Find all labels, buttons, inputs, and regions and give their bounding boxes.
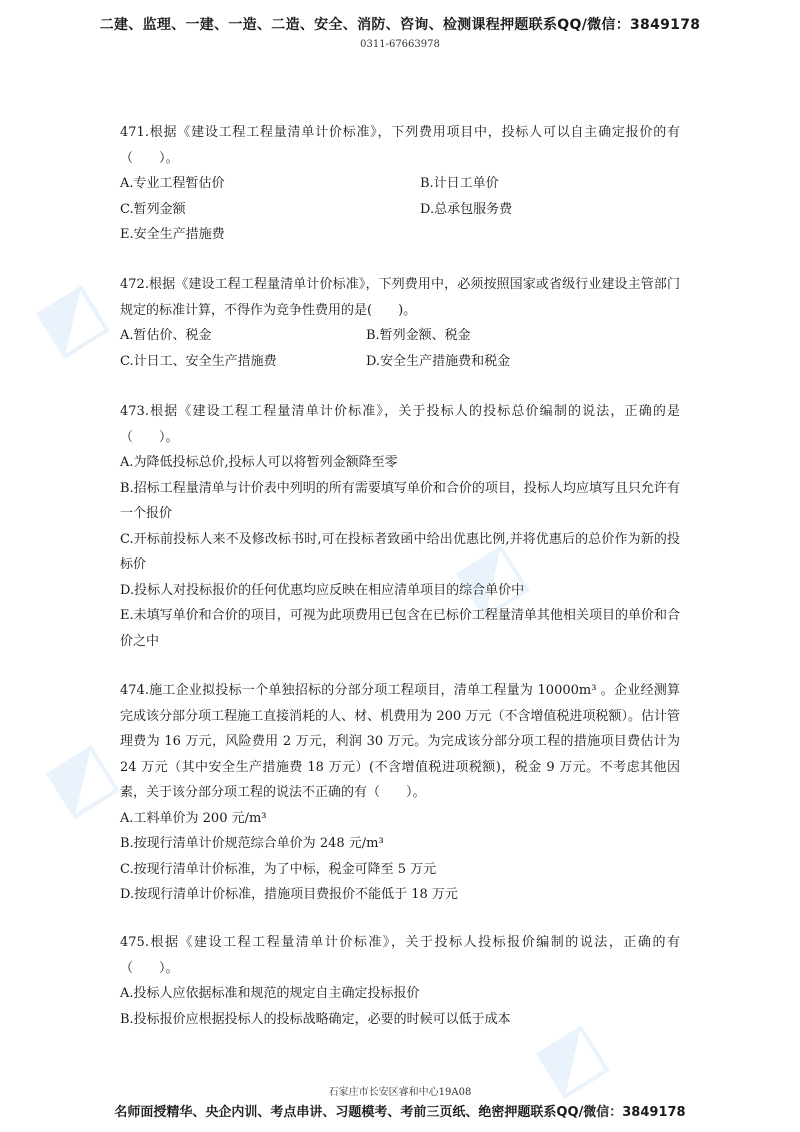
watermark-logo: ◩ — [440, 524, 540, 630]
option-e: E.未填写单价和合价的项目，可视为此项费用已包含在已标价工程量清单其他相关项目的单价和合价之中 — [120, 608, 680, 649]
option-e: E.安全生产措施费 — [120, 227, 225, 242]
option-c: C.开标前投标人来不及修改标书时,可在投标者致函中给出优惠比例,并将优惠后的总价作为新的投标价 — [120, 531, 680, 572]
option-d: D.投标人对投标报价的任何优惠均应反映在相应清单项目的综合单价中 — [120, 582, 525, 598]
option-c: C.按现行清单计价标准，为了中标，税金可降至 5 万元 — [120, 861, 437, 877]
question-stem: 471.根据《建设工程工程量清单计价标准》，下列费用项目中，投标人可以自主确定报价的有（ ）。 — [120, 125, 680, 166]
header-contact: 二建、监理、一建、一造、二造、安全、消防、咨询、检测课程押题联系QQ/微信：3849178 — [99, 17, 701, 33]
footer-address: 石家庄市长安区睿和中心19A08 — [328, 1087, 472, 1098]
option-a: A.投标人应依据标准和规范的规定自主确定投标报价 — [120, 986, 420, 1001]
question-stem: 473.根据《建设工程工程量清单计价标准》，关于投标人的投标总价编制的说法，正确的是（ ）。 — [120, 404, 680, 445]
watermark-logo: ◩ — [30, 724, 130, 830]
header-phone: 0311-67663978 — [360, 39, 440, 50]
question-473 — [120, 399, 680, 654]
option-b: B.计日工单价 — [420, 176, 499, 191]
option-d: D.总承包服务费 — [420, 201, 513, 217]
option-a: A.暂估价、税金 — [120, 328, 212, 343]
option-b: B.投标报价应根据投标人的投标战略确定，必要的时候可以低于成本 — [120, 1011, 511, 1027]
option-c: C.暂列金额 — [120, 201, 186, 217]
option-a: A.专业工程暂估价 — [120, 176, 225, 191]
option-d: D.按现行清单计价标准，措施项目费报价不能低于 18 万元 — [120, 887, 458, 902]
question-stem: 472.根据《建设工程工程量清单计价标准》，下列费用中，必须按照国家或省级行业建设主管部门规定的标准计算，不得作为竞争性费用的是( )。 — [120, 277, 680, 318]
option-c: C.计日工、安全生产措施费 — [120, 353, 277, 369]
question-472 — [120, 272, 680, 374]
option-d: D.安全生产措施费和税金 — [366, 353, 511, 369]
option-b: B.招标工程量清单与计价表中列明的所有需要填写单价和合价的项目，投标人均应填写且只允许有一个报价 — [120, 480, 680, 521]
question-475 — [120, 930, 680, 1032]
option-b: B.按现行清单计价规范综合单价为 248 元/m³ — [120, 836, 384, 851]
question-471 — [120, 120, 680, 248]
watermark-logo: ◩ — [520, 1004, 620, 1110]
question-stem: 475.根据《建设工程工程量清单计价标准》，关于投标人投标报价编制的说法，正确的有（ ）。 — [120, 935, 680, 976]
question-stem: 474.施工企业拟投标一个单独招标的分部分项工程项目，清单工程量为 10000m³ 。企业经测算完成该分部分项工程施工直接消耗的人、材、机费用为 200 万元（不含增值税进项税额）。估计管理费为 16 万元，风险费用 2 万元，利润 30 万元。为完成该分部分项工程的措施项目费估计为 24 万元（其中安全生产措施费 18 万元）(不含增值税进项税额)，税金 9 万元。不考虑其他因素，关于该分部分项工程的说法不正确的有（ ）。 — [120, 683, 680, 800]
question-474 — [120, 678, 680, 908]
option-a: A.工料单价为 200 元/m³ — [120, 810, 267, 826]
watermark-logo: ◩ — [20, 264, 120, 370]
option-b: B.暂列金额、税金 — [366, 328, 471, 343]
option-a: A.为降低投标总价,投标人可以将暂列金额降至零 — [120, 455, 398, 470]
footer-contact: 名师面授精华、央企内训、考点串讲、习题模考、考前三页纸、绝密押题联系QQ/微信：3849178 — [114, 1105, 686, 1120]
